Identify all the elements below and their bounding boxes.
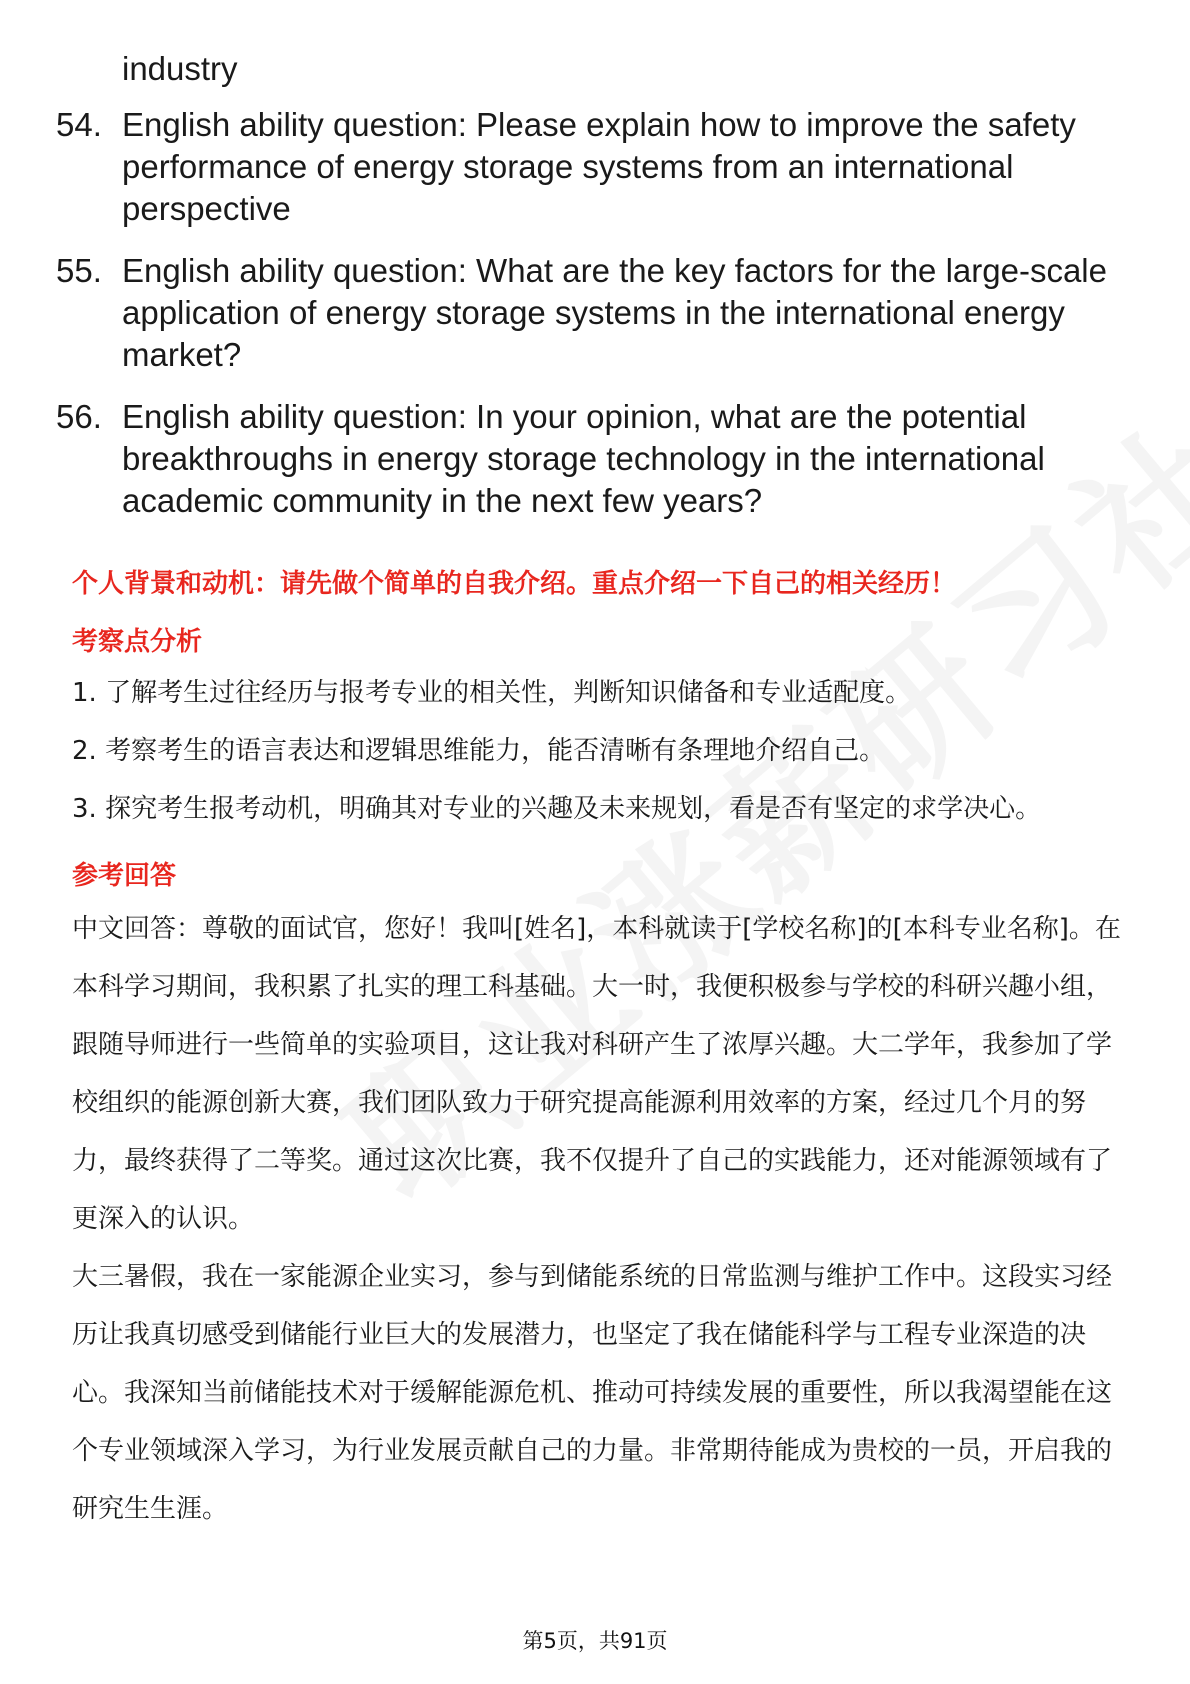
answer-body (72, 900, 1132, 1538)
analysis-point: 2. 考察考生的语言表达和逻辑思维能力，能否清晰有条理地介绍自己。 (72, 736, 886, 766)
question-item (56, 396, 1136, 522)
question-item (56, 250, 1136, 376)
question-text: English ability question: Please explain how to improve the safety performance of energy storage systems from an international perspective (122, 106, 1076, 227)
question-number: 56. (56, 398, 102, 435)
question-continuation: industry (122, 50, 238, 87)
answer-paragraph: 大三暑假，我在一家能源企业实习，参与到储能系统的日常监测与维护工作中。这段实习经历让我真切感受到储能行业巨大的发展潜力，也坚定了我在储能科学与工程专业深造的决心。我深知当前储能技术对于缓解能源危机、推动可持续发展的重要性，所以我渴望能在这个专业领域深入学习，为行业发展贡献自己的力量。非常期待能成为贵校的一员，开启我的研究生生涯。 (72, 1262, 1113, 1524)
question-text: English ability question: What are the key factors for the large-scale application of energy storage systems in the international energy market? (122, 252, 1107, 373)
page-footer: 第5页，共91页 (522, 1629, 668, 1653)
question-list (56, 48, 1136, 522)
section-title: 个人背景和动机：请先做个简单的自我介绍。重点介绍一下自己的相关经历！ (72, 569, 957, 599)
answer-heading: 参考回答 (72, 861, 177, 891)
analysis-points (72, 664, 1132, 838)
question-item (56, 104, 1136, 230)
question-number: 54. (56, 106, 102, 143)
answer-paragraph: 中文回答：尊敬的面试官，您好！我叫[姓名]，本科就读于[学校名称]的[本科专业名称]。在本科学习期间，我积累了扎实的理工科基础。大一时，我便积极参与学校的科研兴趣小组，跟随导师进行一些简单的实验项目，这让我对科研产生了浓厚兴趣。大二学年，我参加了学校组织的能源创新大赛，我们团队致力于研究提高能源利用效率的方案，经过几个月的努力，最终获得了二等奖。通过这次比赛，我不仅提升了自己的实践能力，还对能源领域有了更深入的认识。 (72, 914, 1121, 1234)
analysis-heading: 考察点分析 (72, 627, 203, 657)
question-number: 55. (56, 252, 102, 289)
analysis-point: 3. 探究考生报考动机，明确其对专业的兴趣及未来规划，看是否有坚定的求学决心。 (72, 794, 1042, 824)
analysis-point: 1. 了解考生过往经历与报考专业的相关性，判断知识储备和专业适配度。 (72, 678, 912, 708)
background-section (72, 564, 1132, 1538)
question-text: English ability question: In your opinion, what are the potential breakthroughs in energy storage technology in the international academic community in the next few years? (122, 398, 1045, 519)
